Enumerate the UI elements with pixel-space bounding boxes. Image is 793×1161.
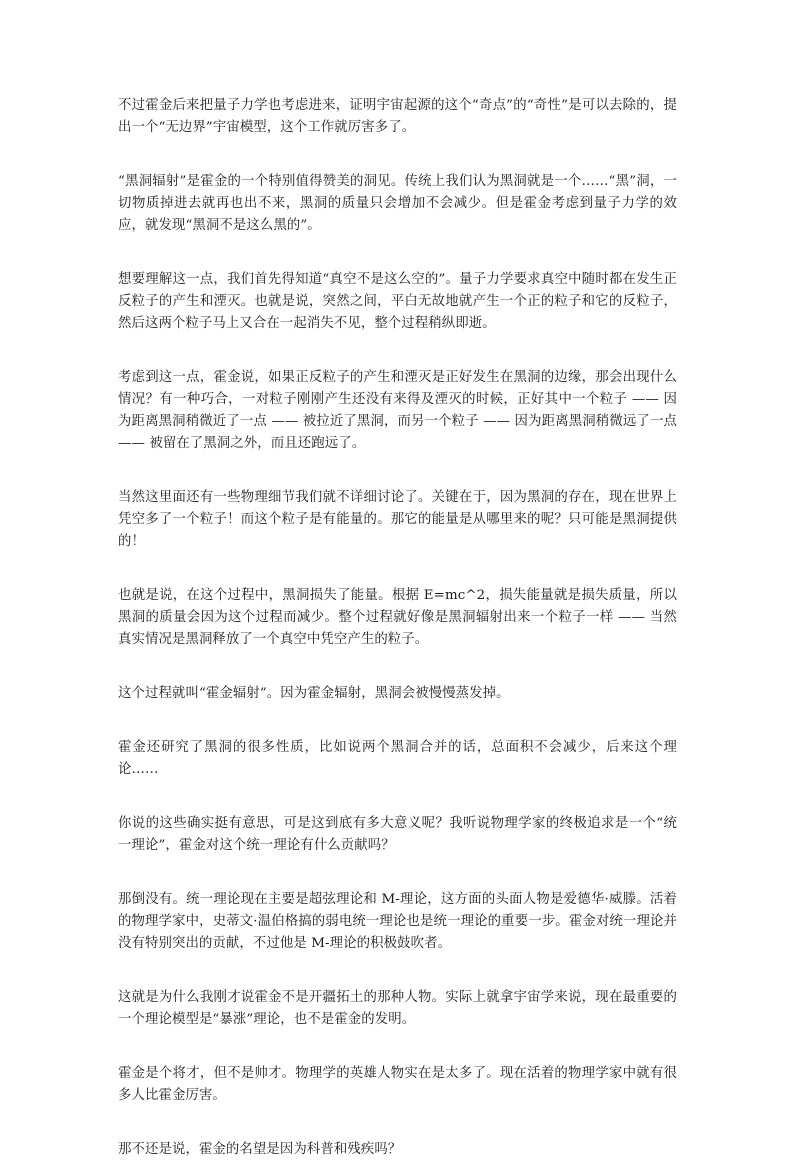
paragraph-8: 霍金还研究了黑洞的很多性质，比如说两个黑洞合并的话，总面积不会减少，后来这个理论…… xyxy=(118,740,677,777)
paragraph-10: 那倒没有。统一理论现在主要是超弦理论和 M-理论，这方面的头面人物是爱德华·威滕。活着的物理学家中，史蒂文·温伯格搞的弱电统一理论也是统一理论的重要一步。霍金对统一理论并没有特别突出的贡献，不过他是 M-理论的积极鼓吹者。 xyxy=(118,892,677,951)
paragraph-13: 那不还是说，霍金的名望是因为科普和残疾吗？ xyxy=(118,1142,402,1157)
paragraph-12: 霍金是个将才，但不是帅才。物理学的英雄人物实在是太多了。现在活着的物理学家中就有很多人比霍金厉害。 xyxy=(118,1066,677,1103)
paragraph-2: “黑洞辐射”是霍金的一个特别值得赞美的洞见。传统上我们认为黑洞就是一个……“黑”洞，一切物质掉进去就再也出不来，黑洞的质量只会增加不会减少。但是霍金考虑到量子力学的效应，就发现“黑洞不是这么黑的”。 xyxy=(118,174,677,233)
paragraph-1: 不过霍金后来把量子力学也考虑进来，证明宇宙起源的这个“奇点”的“奇性”是可以去除的，提出一个“无边界”宇宙模型，这个工作就厉害多了。 xyxy=(118,98,677,135)
paragraph-4: 考虑到这一点，霍金说，如果正反粒子的产生和湮灭是正好发生在黑洞的边缘，那会出现什么情况？有一种巧合，一对粒子刚刚产生还没有来得及湮灭的时候，正好其中一个粒子 —— 因为距离黑洞稍微近了一点 —— 被拉近了黑洞，而另一个粒子 —— 因为距离黑洞稍微远了一点 —— 被留在了黑洞之外，而且还跑远了。 xyxy=(118,370,677,451)
paragraph-5: 当然这里面还有一些物理细节我们就不详细讨论了。关键在于，因为黑洞的存在，现在世界上凭空多了一个粒子！而这个粒子是有能量的。那它的能量是从哪里来的呢？只可能是黑洞提供的！ xyxy=(118,490,677,549)
paragraph-11: 这就是为什么我刚才说霍金不是开疆拓土的那种人物。实际上就拿宇宙学来说，现在最重要的一个理论模型是“暴涨”理论，也不是霍金的发明。 xyxy=(118,990,677,1027)
paragraph-3: 想要理解这一点，我们首先得知道“真空不是这么空的”。量子力学要求真空中随时都在发生正反粒子的产生和湮灭。也就是说，突然之间，平白无故地就产生一个正的粒子和它的反粒子，然后这两个粒子马上又合在一起消失不见，整个过程稍纵即逝。 xyxy=(118,272,677,331)
paragraph-7: 这个过程就叫“霍金辐射”。因为霍金辐射，黑洞会被慢慢蒸发掉。 xyxy=(118,686,510,701)
paragraph-9: 你说的这些确实挺有意思，可是这到底有多大意义呢？我听说物理学家的终极追求是一个“统一理论”，霍金对这个统一理论有什么贡献吗？ xyxy=(118,816,677,853)
paragraph-6: 也就是说，在这个过程中，黑洞损失了能量。根据 E=mc^2，损失能量就是损失质量，所以黑洞的质量会因为这个过程而减少。整个过程就好像是黑洞辐射出来一个粒子一样 —— 当然真实情况是黑洞释放了一个真空中凭空产生的粒子。 xyxy=(118,588,677,647)
